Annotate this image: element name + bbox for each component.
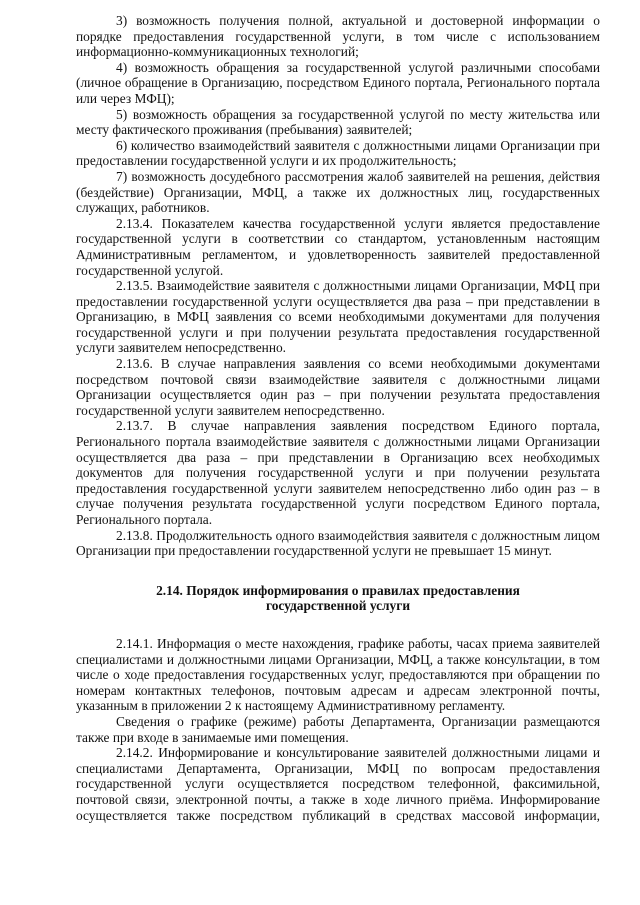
paragraph-2-13-7: 2.13.7. В случае направления заявления посредством Единого портала, Регионального портала взаимодействие заявителя с должностными лицами Организации осуществляется два раза – при представлении в Организацию всех необходимых документов для получения государственной услуги и при получении результата предоставления государственной услуги заявителем непосредственно либо один раз – в случае получения результата государственной услуги посредством Единого портала, Регионального портала.: [76, 418, 600, 527]
paragraph-item-3: 3) возможность получения полной, актуальной и достоверной информации о порядке предоставления государственной услуги, в том числе с использованием информационно-коммуникационных технологий;: [76, 13, 600, 60]
paragraph-2-13-4: 2.13.4. Показателем качества государственной услуги является предоставление государственной услуги в соответствии со стандартом, установленным настоящим Административным регламентом, и удовлетворенность заявителей предоставленной государственной услугой.: [76, 215, 600, 278]
paragraph-schedule-info: Сведения о графике (режиме) работы Департамента, Организации размещаются также при входе в занимаемые ими помещения.: [76, 713, 600, 745]
section-heading-line-1: 2.14. Порядок информирования о правилах предоставления: [156, 582, 520, 598]
section-heading: [76, 583, 600, 614]
paragraph-2-13-8: 2.13.8. Продолжительность одного взаимодействия заявителя с должностным лицом Организации при предоставлении государственной услуги не превышает 15 минут.: [76, 527, 600, 559]
paragraph-item-4: 4) возможность обращения за государственной услугой различными способами (личное обращение в Организацию, посредством Единого портала, Регионального портала или через МФЦ);: [76, 59, 600, 106]
paragraph-2-13-5: 2.13.5. Взаимодействие заявителя с должностными лицами Организации, МФЦ при предоставлении государственной услуги осуществляется два раза – при представлении в Организацию, в МФЦ заявления со всеми необходимыми документами для получения государственной услуги и при получении результата предоставления государственной услуги заявителем непосредственно.: [76, 278, 600, 356]
paragraph-2-14-2: 2.14.2. Информирование и консультирование заявителей должностными лицами и специалистами Департамента, Организации, МФЦ по вопросам предоставления государственной услуги осуществляется посредством телефонной, факсимильной, почтовой связи, электронной почты, а также в ходе личного приёма. Информирование осуществляется также посредством публикаций в средствах массовой информации,: [76, 745, 600, 823]
paragraph-2-13-6: 2.13.6. В случае направления заявления со всеми необходимыми документами посредством почтовой связи взаимодействие заявителя с должностными лицами Организации осуществляется один раз – при получении результата предоставления государственной услуги заявителем непосредственно.: [76, 356, 600, 418]
paragraph-2-14-1: 2.14.1. Информация о месте нахождения, графике работы, часах приема заявителей специалистами и должностными лицами Организации, МФЦ, а также консультации, в том числе о ходе предоставления государственных услуг, предоставляются при обращении по номерам контактных телефонов, почтовым адресам и адресам электронной почты, указанным в приложении 2 к настоящему Административному регламенту.: [76, 635, 600, 714]
section-heading-line-2: государственной услуги: [265, 598, 411, 614]
paragraph-item-6: 6) количество взаимодействий заявителя с должностными лицами Организации при предоставлении государственной услуги и их продолжительность;: [76, 137, 600, 169]
paragraph-item-5: 5) возможность обращения за государственной услугой по месту жительства или месту фактического проживания (пребывания) заявителей;: [76, 106, 600, 138]
paragraph-item-7: 7) возможность досудебного рассмотрения жалоб заявителей на решения, действия (бездействие) Организации, МФЦ, а также их должностных лиц, государственных служащих, работников.: [76, 168, 600, 216]
